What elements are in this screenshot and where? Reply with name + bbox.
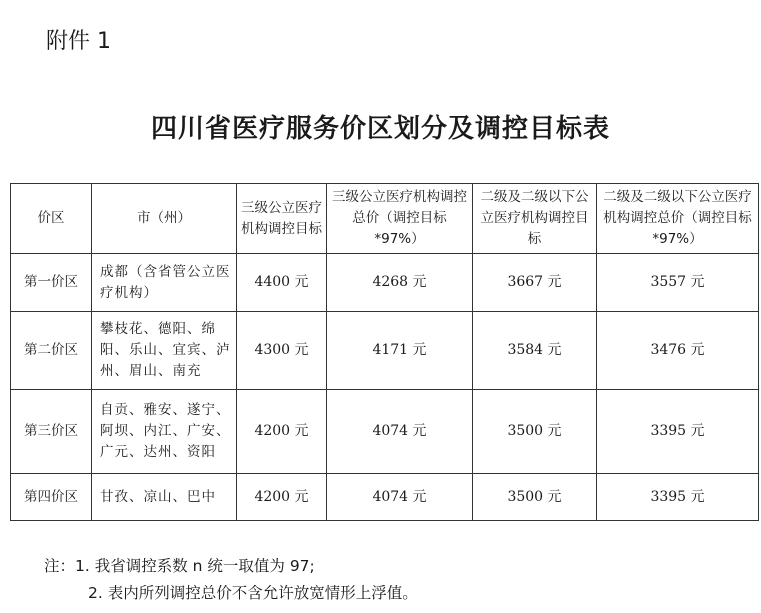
value-cell: 4074 元 bbox=[327, 390, 473, 474]
header-cell: 价区 bbox=[11, 184, 92, 254]
header-cell: 市（州） bbox=[92, 184, 237, 254]
table-row bbox=[11, 474, 759, 521]
value-cell: 3500 元 bbox=[473, 474, 597, 521]
city-cell: 甘孜、凉山、巴中 bbox=[92, 474, 237, 521]
note-item: 2. 表内所列调控总价不含允许放宽情形上浮值。 bbox=[88, 584, 418, 602]
price-zone-table bbox=[10, 183, 759, 521]
document-title: 四川省医疗服务价区划分及调控目标表 bbox=[150, 114, 610, 144]
zone-cell: 第四价区 bbox=[11, 474, 92, 521]
value-cell: 3584 元 bbox=[473, 312, 597, 390]
value-cell: 3500 元 bbox=[473, 390, 597, 474]
notes-section bbox=[44, 553, 418, 607]
header-cell: 二级及二级以下公立医疗机构调控目标 bbox=[473, 184, 597, 254]
header-cell: 三级公立医疗机构调控目标 bbox=[237, 184, 327, 254]
value-cell: 4200 元 bbox=[237, 390, 327, 474]
header-cell: 三级公立医疗机构调控总价（调控目标*97%） bbox=[327, 184, 473, 254]
note-item: 注：1. 我省调控系数 n 统一取值为 97; bbox=[44, 557, 315, 575]
zone-cell: 第一价区 bbox=[11, 254, 92, 312]
header-cell: 二级及二级以下公立医疗机构调控总价（调控目标*97%） bbox=[597, 184, 759, 254]
table-header-row bbox=[11, 184, 759, 254]
value-cell: 3557 元 bbox=[597, 254, 759, 312]
zone-cell: 第二价区 bbox=[11, 312, 92, 390]
attachment-label: 附件 1 bbox=[46, 29, 111, 54]
zone-cell: 第三价区 bbox=[11, 390, 92, 474]
value-cell: 4074 元 bbox=[327, 474, 473, 521]
value-cell: 3476 元 bbox=[597, 312, 759, 390]
table-row bbox=[11, 390, 759, 474]
value-cell: 4400 元 bbox=[237, 254, 327, 312]
value-cell: 3395 元 bbox=[597, 474, 759, 521]
value-cell: 4268 元 bbox=[327, 254, 473, 312]
value-cell: 3667 元 bbox=[473, 254, 597, 312]
value-cell: 4300 元 bbox=[237, 312, 327, 390]
city-cell: 成都（含省管公立医疗机构） bbox=[92, 254, 237, 312]
city-cell: 攀枝花、德阳、绵阳、乐山、宜宾、泸州、眉山、南充 bbox=[92, 312, 237, 390]
value-cell: 4171 元 bbox=[327, 312, 473, 390]
table-row bbox=[11, 254, 759, 312]
value-cell: 4200 元 bbox=[237, 474, 327, 521]
table-row bbox=[11, 312, 759, 390]
value-cell: 3395 元 bbox=[597, 390, 759, 474]
city-cell: 自贡、雅安、遂宁、阿坝、内江、广安、广元、达州、资阳 bbox=[92, 390, 237, 474]
